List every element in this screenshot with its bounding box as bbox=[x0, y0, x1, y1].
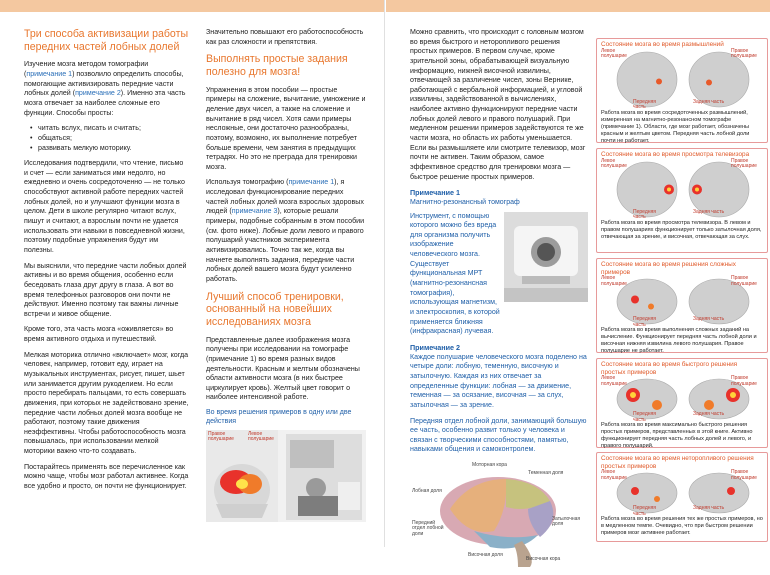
panel-brain-images bbox=[597, 276, 767, 327]
paragraph: Представленные далее изображения мозга получены при исследовании на томографе (примечание 1) во время разных видов деятельности. Красным и желтым обозначены области активности мозга (в них быстрее циркулирует кровь). Желтый цвет говорит о наиболее интенсивной работе. bbox=[206, 335, 360, 402]
diagram-label: Моторная кора bbox=[472, 462, 507, 469]
panel-label-front: Передняя часть bbox=[633, 316, 656, 328]
paragraph: Мелкая моторика отлично «включает» мозг, когда человек, например, готовит еду, играет на музыкальных инструментах, рисует, пишет, шьет или занимается другим рукоделием. Но если просто перебирать пальцами, то есть совершать движения, при которых не задействовано зрение, передние части лобных долей мозга вообще не работают, поэтому такие движения неэффективны. Чтобы работоспособность мозга повышалась, при использовании мелкой моторики важно что-то создавать. bbox=[24, 350, 189, 456]
diagram-label: Передний отдел лобной доли bbox=[412, 520, 444, 537]
note-1-subtitle: Магнитно-резонансный томограф bbox=[410, 199, 520, 207]
list-item: • читать вслух, писать и считать; bbox=[30, 124, 189, 134]
brain-state-panel bbox=[596, 358, 768, 448]
diagram-label: Лобная доля bbox=[412, 488, 442, 495]
paragraph: Используя томографию (примечание 1), я исследовал функционирование передних частей лобных долей мозга взрослых здоровых людей (примечание 3), которые решали примеры, подобные собранным в этом пособии (см. фото ниже). Лобные доли левого и правого полушарий участников эксперимента активизировались. Точно так же, когда вы начнете выполнять задания, передние части лобных долей вашего мозга будут усиленно работать. bbox=[206, 178, 365, 283]
photo-caption: Во время решения примеров в одну или две действия bbox=[206, 409, 352, 425]
brain-state-panel bbox=[596, 38, 768, 143]
paragraph: Кроме того, эта часть мозга «оживляется» во время активного отдыха и путешествий. bbox=[24, 325, 174, 344]
activity-spot bbox=[631, 487, 639, 495]
panel-label-right: Правое полушарие bbox=[731, 157, 757, 169]
paragraph: Значительно повышают его работоспособность как раз сложности и препятствия. bbox=[206, 28, 364, 46]
diagram-label: Теменная доля bbox=[528, 470, 564, 477]
panel-description: Работа мозга во время выполнения сложных заданий на вычисление. Функционирует передняя часть лобной доли и височная нижняя извилина левого полушария. Правое полушарие не работает. bbox=[601, 327, 757, 355]
panel-label-right: Правое полушарие bbox=[731, 47, 757, 59]
activity-spot bbox=[630, 392, 636, 398]
activity-spot bbox=[695, 187, 699, 191]
methods-list bbox=[30, 124, 189, 153]
diagram-label: Височная кора bbox=[526, 556, 561, 563]
panel-label-right: Правое полушарие bbox=[731, 275, 757, 287]
activity-spot bbox=[656, 78, 662, 84]
panel-brain-images bbox=[597, 376, 767, 422]
brain-lobes-diagram bbox=[410, 461, 588, 571]
intro-paragraph: Изучение мозга методом томографии (примечание 1) позволило определить способы, помогающие активизировать передние части лобных долей (примечание 2). Именно эта часть мозга отвечает за наиболее сложные его функции. Способы просты: bbox=[24, 60, 186, 117]
panel-description: Работа мозга во время просмотра телевизора. В левом и правом полушариях функционирует только затылочная доля, отвечающая за зрение, и височная, отвечающая за слух. bbox=[601, 219, 762, 240]
panel-title: Состояние мозга во время просмотра телевизора bbox=[601, 151, 750, 158]
panel-label-front: Передняя часть bbox=[633, 411, 656, 423]
panel-description: Работа мозга во время решения тех же простых примеров, но в медленном темпе. Очевидно, что при быстром решении примеров мозг активнее работает. bbox=[601, 516, 763, 537]
panel-label-front: Передняя часть bbox=[633, 505, 656, 517]
panel-label-left: Левое полушарие bbox=[601, 157, 627, 169]
activity-spot bbox=[667, 187, 671, 191]
note-2-text-2: Передняя отдел лобной доли, занимающий большую ее часть, особенно развит только у человека и связан с творческими способностями, памятью, навыками общения и самоконтролем. bbox=[410, 416, 587, 454]
paragraph: Мы выяснили, что передние части лобных долей активны и во время общения, особенно если беседовать глаза друг другу в глаза. А вот во время телефонных разговоров они почти не действуют. Именно поэтому так важны личные встречи и живое общение. bbox=[24, 261, 187, 318]
experiment-photo bbox=[206, 430, 366, 522]
subsection-title: Выполнять простые задания полезно для мозга! bbox=[206, 53, 348, 78]
panel-description: Работа мозга во время сосредоточенных размышлений, измеренная на магнитно-резонансном томографе (примечание 1). Области, где мозг работает, обозначены красным и желтым цветом. Передняя часть лобной доли почти не работает. bbox=[601, 109, 750, 144]
note-1-text: Инструмент, с помощью которого можно без вреда для организма получить изображение человеческого мозга. Существует функциональная МРТ (магнитно-резонансная томография), использующая магнетизм, и электроскопия, в которой применяется ближняя (инфракрасная) лучевая. bbox=[410, 211, 500, 336]
activity-spot bbox=[648, 304, 654, 310]
note-link[interactable]: примечание 1 bbox=[288, 178, 335, 187]
list-item: • общаться; bbox=[30, 134, 189, 144]
panel-label-back: Задняя часть bbox=[693, 208, 725, 215]
list-item: • развивать мелкую моторику. bbox=[30, 144, 189, 154]
panel-label-back: Задняя часть bbox=[693, 316, 725, 323]
panel-label-back: Задняя часть bbox=[693, 505, 725, 512]
left-column-1 bbox=[24, 28, 189, 498]
panel-title: Состояние мозга во время решения сложных примеров bbox=[601, 261, 736, 276]
activity-spot bbox=[654, 496, 660, 502]
panel-title: Состояние мозга во время неторопливого решения простых примеров bbox=[601, 455, 754, 470]
brain-state-panel bbox=[596, 452, 768, 542]
activity-spot bbox=[631, 296, 639, 304]
panel-label-back: Задняя часть bbox=[693, 411, 725, 418]
brain-state-panel bbox=[596, 148, 768, 253]
panel-label-back: Задняя часть bbox=[693, 98, 725, 105]
right-text-column bbox=[410, 28, 588, 571]
mri-scanner-image bbox=[504, 212, 588, 302]
right-hemisphere-label: Правое полушарие bbox=[208, 430, 234, 442]
note-link[interactable]: примечание 1 bbox=[26, 70, 73, 79]
panel-label-right: Правое полушарие bbox=[731, 469, 757, 481]
left-page bbox=[0, 0, 385, 547]
note-link[interactable]: примечание 2 bbox=[75, 89, 121, 98]
note-1-title: Примечание 1 bbox=[410, 188, 461, 198]
note-link[interactable]: примечание 3 bbox=[231, 207, 278, 216]
activity-spot bbox=[704, 400, 714, 410]
activity-spot bbox=[706, 79, 712, 85]
left-hemisphere-label: Левое полушарие bbox=[248, 430, 274, 442]
diagram-label: Затылочная доля bbox=[552, 516, 581, 528]
panel-description: Работа мозга во время максимально быстрого решения простых примеров, представленных в этой книге. Активно функционирует передняя часть лобных долей и левого, и правого полушарий. bbox=[601, 422, 753, 450]
panel-label-left: Левое полушарие bbox=[601, 469, 627, 481]
panel-title: Состояние мозга во время размышлений bbox=[601, 41, 724, 48]
diagram-label: Височная доля bbox=[468, 552, 503, 559]
panel-label-front: Передняя часть bbox=[633, 98, 656, 110]
section-title: Три способа активизации работы передних частей лобных долей bbox=[24, 28, 189, 53]
activity-spot bbox=[652, 400, 662, 410]
activity-spot bbox=[727, 487, 735, 495]
panel-brain-images bbox=[597, 470, 767, 516]
panel-label-left: Левое полушарие bbox=[601, 47, 627, 59]
panel-brain-images bbox=[597, 49, 767, 110]
note-1-block bbox=[410, 212, 588, 337]
activity-spot bbox=[730, 392, 736, 398]
note-2-text: Каждое полушарие человеческого мозга поделено на четыре доли: лобную, теменную, височную и затылочную. Каждая из них отвечает за определенные функции: лобная — за движение, теменная — за осязание, височная — за слух, затылочная — за зрение. bbox=[410, 352, 587, 409]
brain-scan-photo bbox=[206, 430, 366, 522]
panel-label-right: Правое полушарие bbox=[731, 375, 757, 387]
subsection-title: Лучший способ тренировки, основанный на новейших исследованиях мозга bbox=[206, 290, 344, 328]
panel-label-left: Левое полушарие bbox=[601, 275, 627, 287]
note-2-title: Примечание 2 bbox=[410, 342, 461, 352]
paragraph: Постарайтесь применять все перечисленное как можно чаще, чтобы мозг работал активнее. Когда все удобно и просто, он почти не функционирует. bbox=[24, 462, 189, 491]
panel-brain-images bbox=[597, 159, 767, 220]
paragraph: Упражнения в этом пособии — простые примеры на сложение, вычитание, умножение и деление двух чисел, а также на сложение и вычитание в ряд чисел. Хотя сами примеры несложные, они достаточно разнообразны, поэтому, возможно, их выполнение потребует больше времени, чем занятия в предыдущих тетрадях. Но это не преграда для тренировки мозга. bbox=[206, 85, 366, 171]
top-band bbox=[0, 0, 384, 12]
brain-state-panel bbox=[596, 258, 768, 353]
paragraph: Исследования подтвердили, что чтение, письмо и счет — если заниматься ими недолго, но ежедневно и очень сосредоточенно — не только способствуют активной работе передних частей лобных долей, но и улучшают функции мозга в целом. Дети в школе регулярно читают вслух, пишут и считают, а взрослым почти не удается использовать эти навыки в повседневной жизни, поэтому подобные упражнения будут им полезны. bbox=[24, 159, 185, 254]
panel-title: Состояние мозга во время быстрого решения простых примеров bbox=[601, 361, 738, 376]
panel-label-front: Передняя часть bbox=[633, 208, 656, 220]
left-column-2 bbox=[206, 28, 366, 522]
panel-label-left: Левое полушарие bbox=[601, 375, 627, 387]
top-band bbox=[386, 0, 770, 12]
comparison-paragraph: Можно сравнить, что происходит с головным мозгом во время быстрого и неторопливого решения простых примеров. В первом случае, кроме зрительной зоны, обрабатывающей визуальную информацию, нижней височной извилины, отвечающей за различение чисел, зоны Вернике, работающей с вербальной информацией, и угловой извилины, задействованной в вычислениях, наиболее активно функционируют передние части лобных долей левого и правого полушарий. При медленном решении примеров задействуются те же части мозга, но область их работы уменьшается. Если вы размышляете или смотрите телевизор, мозг почти не активен. Таким образом, самое эффективное средство для тренировки мозга — быстрое решение простых примеров. bbox=[410, 28, 586, 181]
